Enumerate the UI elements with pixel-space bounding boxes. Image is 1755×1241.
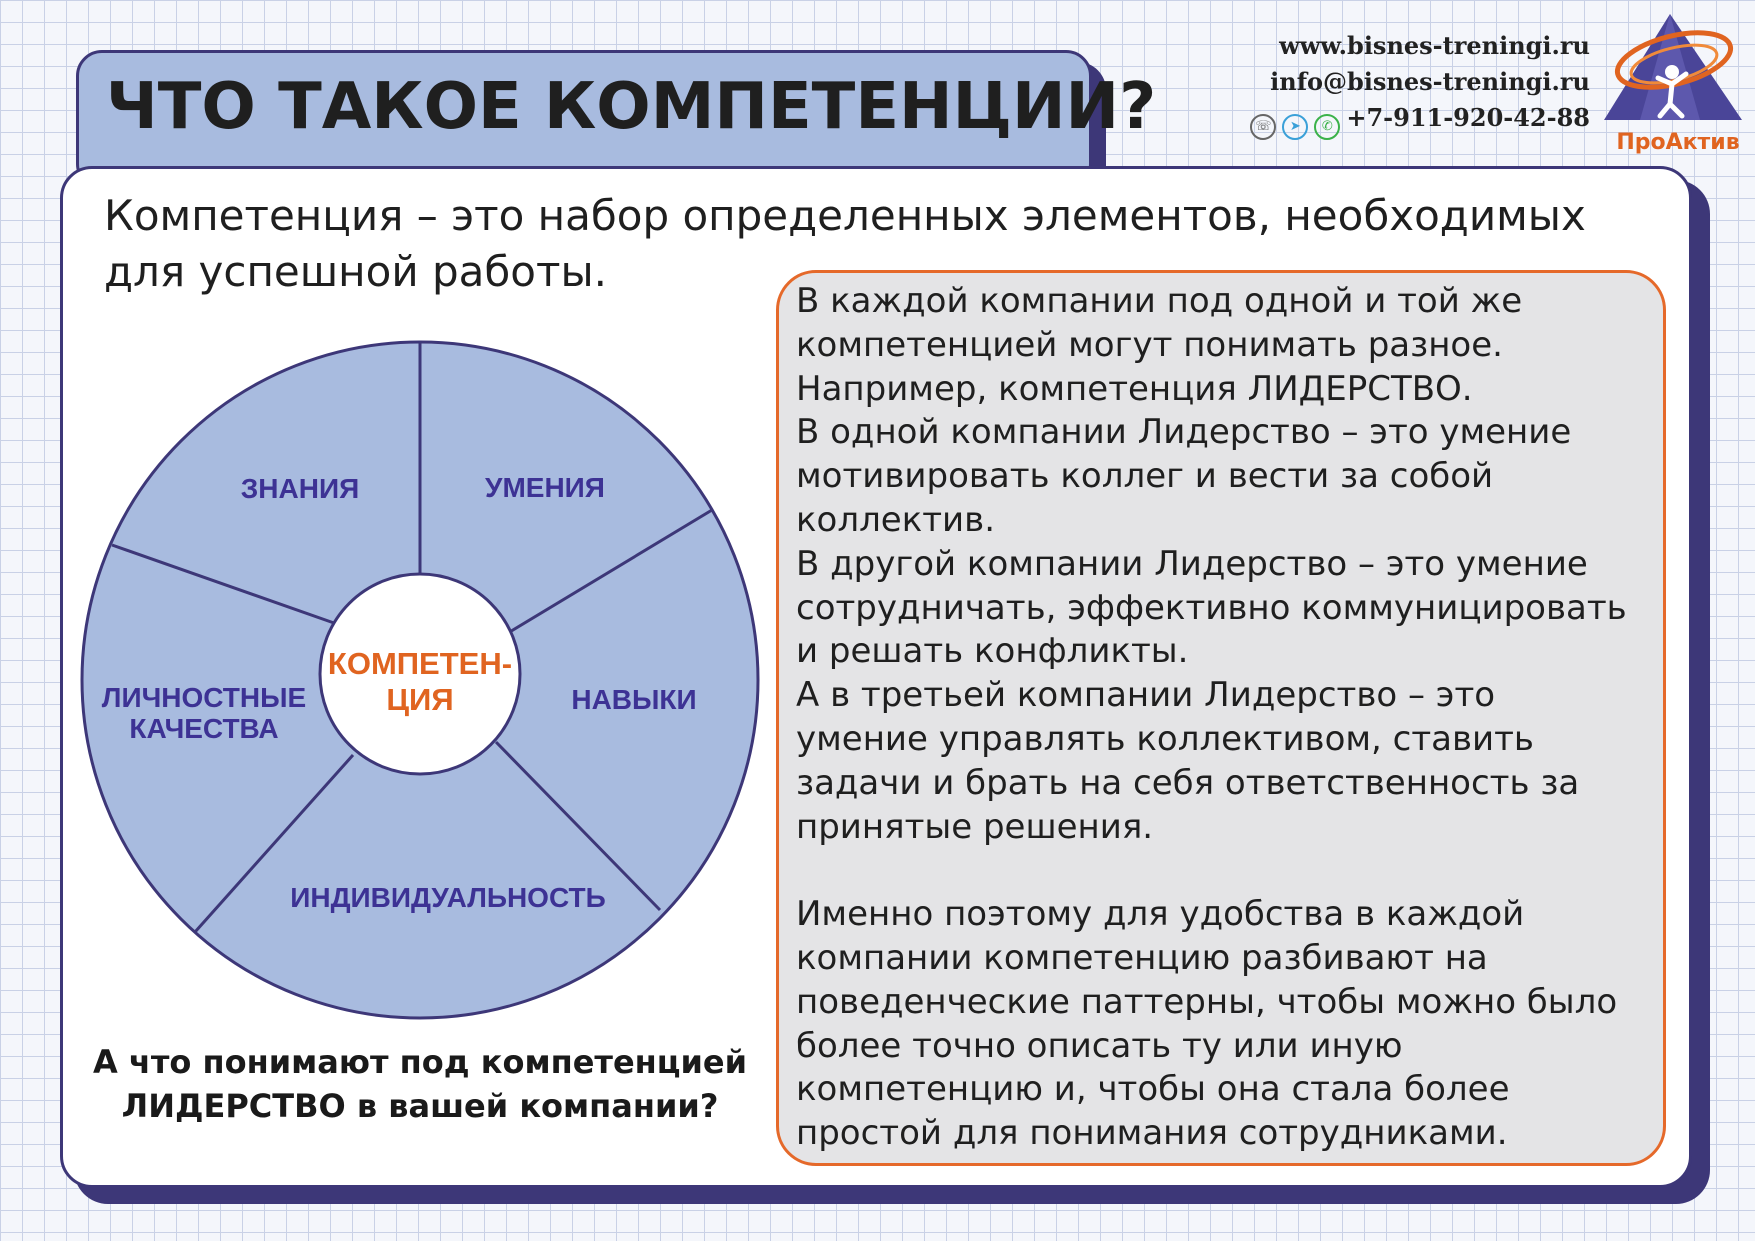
telegram-icon[interactable]: ➤ (1282, 114, 1308, 140)
info-line: более точно описать ту или иную (796, 1025, 1403, 1066)
segment-label-abilities: НАВЫКИ (571, 684, 697, 715)
info-line: коллектив. (796, 499, 996, 540)
info-line: В другой компании Лидерство – это умение (796, 543, 1588, 584)
info-line: Например, компетенция ЛИДЕРСТВО. (796, 368, 1473, 409)
segment-label-personal-line1: ЛИЧНОСТНЫЕ (101, 682, 307, 713)
info-line: принятые решения. (796, 806, 1154, 847)
phone-number[interactable]: +7-911-920-42-88 (1346, 103, 1590, 132)
center-label-line2: ЦИЯ (386, 682, 454, 717)
whatsapp-icon[interactable]: ✆ (1314, 114, 1340, 140)
info-line: В одной компании Лидерство – это умение (796, 412, 1572, 453)
info-line: компании компетенцию разбивают на (796, 937, 1488, 978)
info-line: А в третьей компании Лидерство – это (796, 675, 1496, 716)
email-link[interactable]: info@bisnes-treningi.ru (1270, 67, 1590, 96)
segment-label-individuality: ИНДИВИДУАЛЬНОСТЬ (290, 882, 606, 913)
question-line1: А что понимают под компетенцией (92, 1043, 748, 1081)
segment-label-knowledge: ЗНАНИЯ (240, 473, 360, 504)
info-line: поведенческие паттерны, чтобы можно было (796, 981, 1618, 1022)
segment-label-personal-line2: КАЧЕСТВА (129, 713, 279, 744)
info-line: мотивировать коллег и вести за собой (796, 456, 1494, 497)
leadership-question (80, 1040, 760, 1128)
logo-label: ПроАктив (1616, 130, 1740, 155)
competency-wheel (70, 330, 770, 1030)
info-line: компетенцию и, чтобы она стала более (796, 1069, 1510, 1110)
center-label-line1: КОМПЕТЕН- (327, 646, 513, 681)
info-line: сотрудничать, эффективно коммуницировать (796, 587, 1627, 628)
definition-text: Компетенция – это набор определенных элементов, необходимых для успешной работы. (104, 191, 1586, 296)
question-line2: ЛИДЕРСТВО в вашей компании? (121, 1087, 719, 1125)
phone-row (1180, 100, 1590, 140)
info-line: В каждой компании под одной и той же (796, 281, 1523, 321)
viber-icon[interactable]: ☏ (1250, 114, 1276, 140)
info-text (796, 280, 1656, 1156)
website-link[interactable]: www.bisnes-treningi.ru (1279, 31, 1590, 60)
info-line: и решать конфликты. (796, 631, 1189, 672)
paragraph-gap (796, 849, 1656, 893)
info-line: простой для понимания сотрудниками. (796, 1113, 1508, 1154)
info-line: компетенцией могут понимать разное. (796, 324, 1503, 365)
info-line: Именно поэтому для удобства в каждой (796, 894, 1525, 935)
logo-person-head-icon (1665, 65, 1679, 79)
info-line: умение управлять коллективом, ставить (796, 718, 1534, 759)
info-line: задачи и брать на себя ответственность за (796, 762, 1580, 803)
segment-label-skills: УМЕНИЯ (485, 472, 605, 503)
contacts-block (1180, 28, 1590, 140)
page-title: ЧТО ТАКОЕ КОМПЕТЕНЦИИ? (106, 70, 1157, 144)
